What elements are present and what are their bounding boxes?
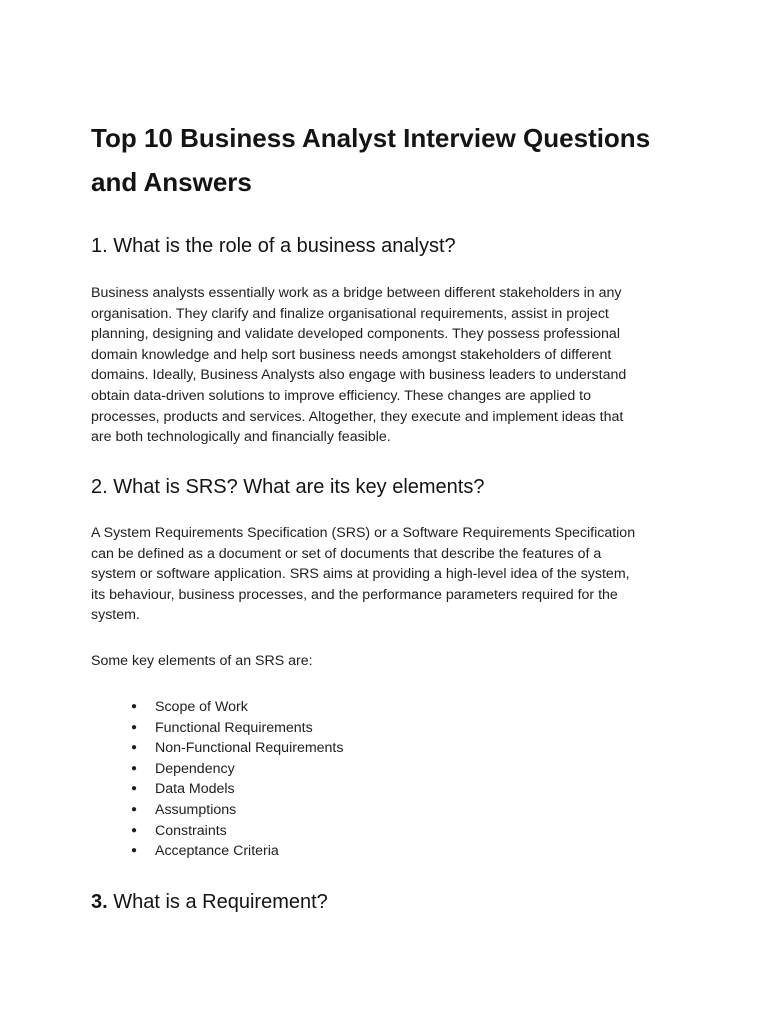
- answer-line: system.: [91, 607, 140, 624]
- answer-line: obtain data-driven solutions to improve efficiency. These changes are applied to: [91, 387, 592, 404]
- answer-line: are both technologically and financially feasible.: [91, 429, 391, 446]
- answer-line: A System Requirements Specification (SRS) or a Software Requirements Specification: [91, 525, 636, 541]
- list-item-label: Functional Requirements: [155, 719, 313, 736]
- bullet-icon: ●: [131, 783, 138, 795]
- list-item: [131, 821, 343, 842]
- answer-line: organisation. They clarify and finalize organisational requirements, assist in project: [91, 305, 609, 322]
- question-2-heading: 2. What is SRS? What are its key elements?: [91, 476, 485, 498]
- question-3-number: 3.: [91, 891, 108, 913]
- answer-line: processes, products and services. Altogether, they execute and implement ideas that: [91, 408, 624, 425]
- bullet-icon: ●: [131, 742, 138, 754]
- bullet-icon: ●: [131, 845, 138, 857]
- list-item-label: Scope of Work: [155, 699, 248, 715]
- list-item-label: Constraints: [155, 822, 227, 839]
- list-item: [131, 779, 343, 800]
- list-item-label: Non-Functional Requirements: [155, 740, 344, 757]
- document-title: Top 10 Business Analyst Interview Questions and Answers: [91, 123, 651, 197]
- answer-line: planning, designing and validate developed components. They possess professional: [91, 326, 620, 343]
- question-1-heading: 1. What is the role of a business analyst?: [91, 235, 456, 257]
- list-item: [131, 800, 343, 821]
- question-1-answer: [91, 283, 691, 448]
- list-item-label: Data Models: [155, 781, 235, 798]
- bullet-icon: ●: [131, 721, 138, 733]
- list-intro-text: Some key elements of an SRS are:: [91, 653, 313, 669]
- list-intro: [91, 651, 691, 672]
- answer-line: domains. Ideally, Business Analysts also engage with business leaders to understand: [91, 367, 627, 384]
- list-item: [131, 718, 343, 739]
- bullet-icon: ●: [131, 701, 138, 712]
- bullet-icon: ●: [131, 762, 138, 774]
- answer-line: system or software application. SRS aims at providing a high-level idea of the system,: [91, 566, 630, 583]
- list-item: [131, 841, 343, 862]
- list-item-label: Assumptions: [155, 801, 237, 818]
- question-2-answer: [91, 523, 691, 626]
- question-3-heading: [91, 889, 711, 915]
- list-item: [131, 697, 343, 718]
- list-item: [131, 759, 343, 780]
- bullet-icon: ●: [131, 824, 138, 836]
- list-item-label: Dependency: [155, 760, 235, 777]
- question-3-text: What is a Requirement?: [107, 891, 328, 913]
- answer-line: domain knowledge and help sort business needs amongst stakeholders of different: [91, 346, 612, 363]
- list-item: [131, 738, 343, 759]
- answer-line: its behaviour, business processes, and the performance parameters required for the: [91, 586, 618, 603]
- list-item-label: Acceptance Criteria: [155, 843, 279, 860]
- answer-line: can be defined as a document or set of documents that describe the features of a: [91, 545, 602, 562]
- srs-elements-list: [131, 697, 343, 862]
- answer-line: Business analysts essentially work as a bridge between different stakeholders in any: [91, 285, 622, 301]
- bullet-icon: ●: [131, 803, 138, 815]
